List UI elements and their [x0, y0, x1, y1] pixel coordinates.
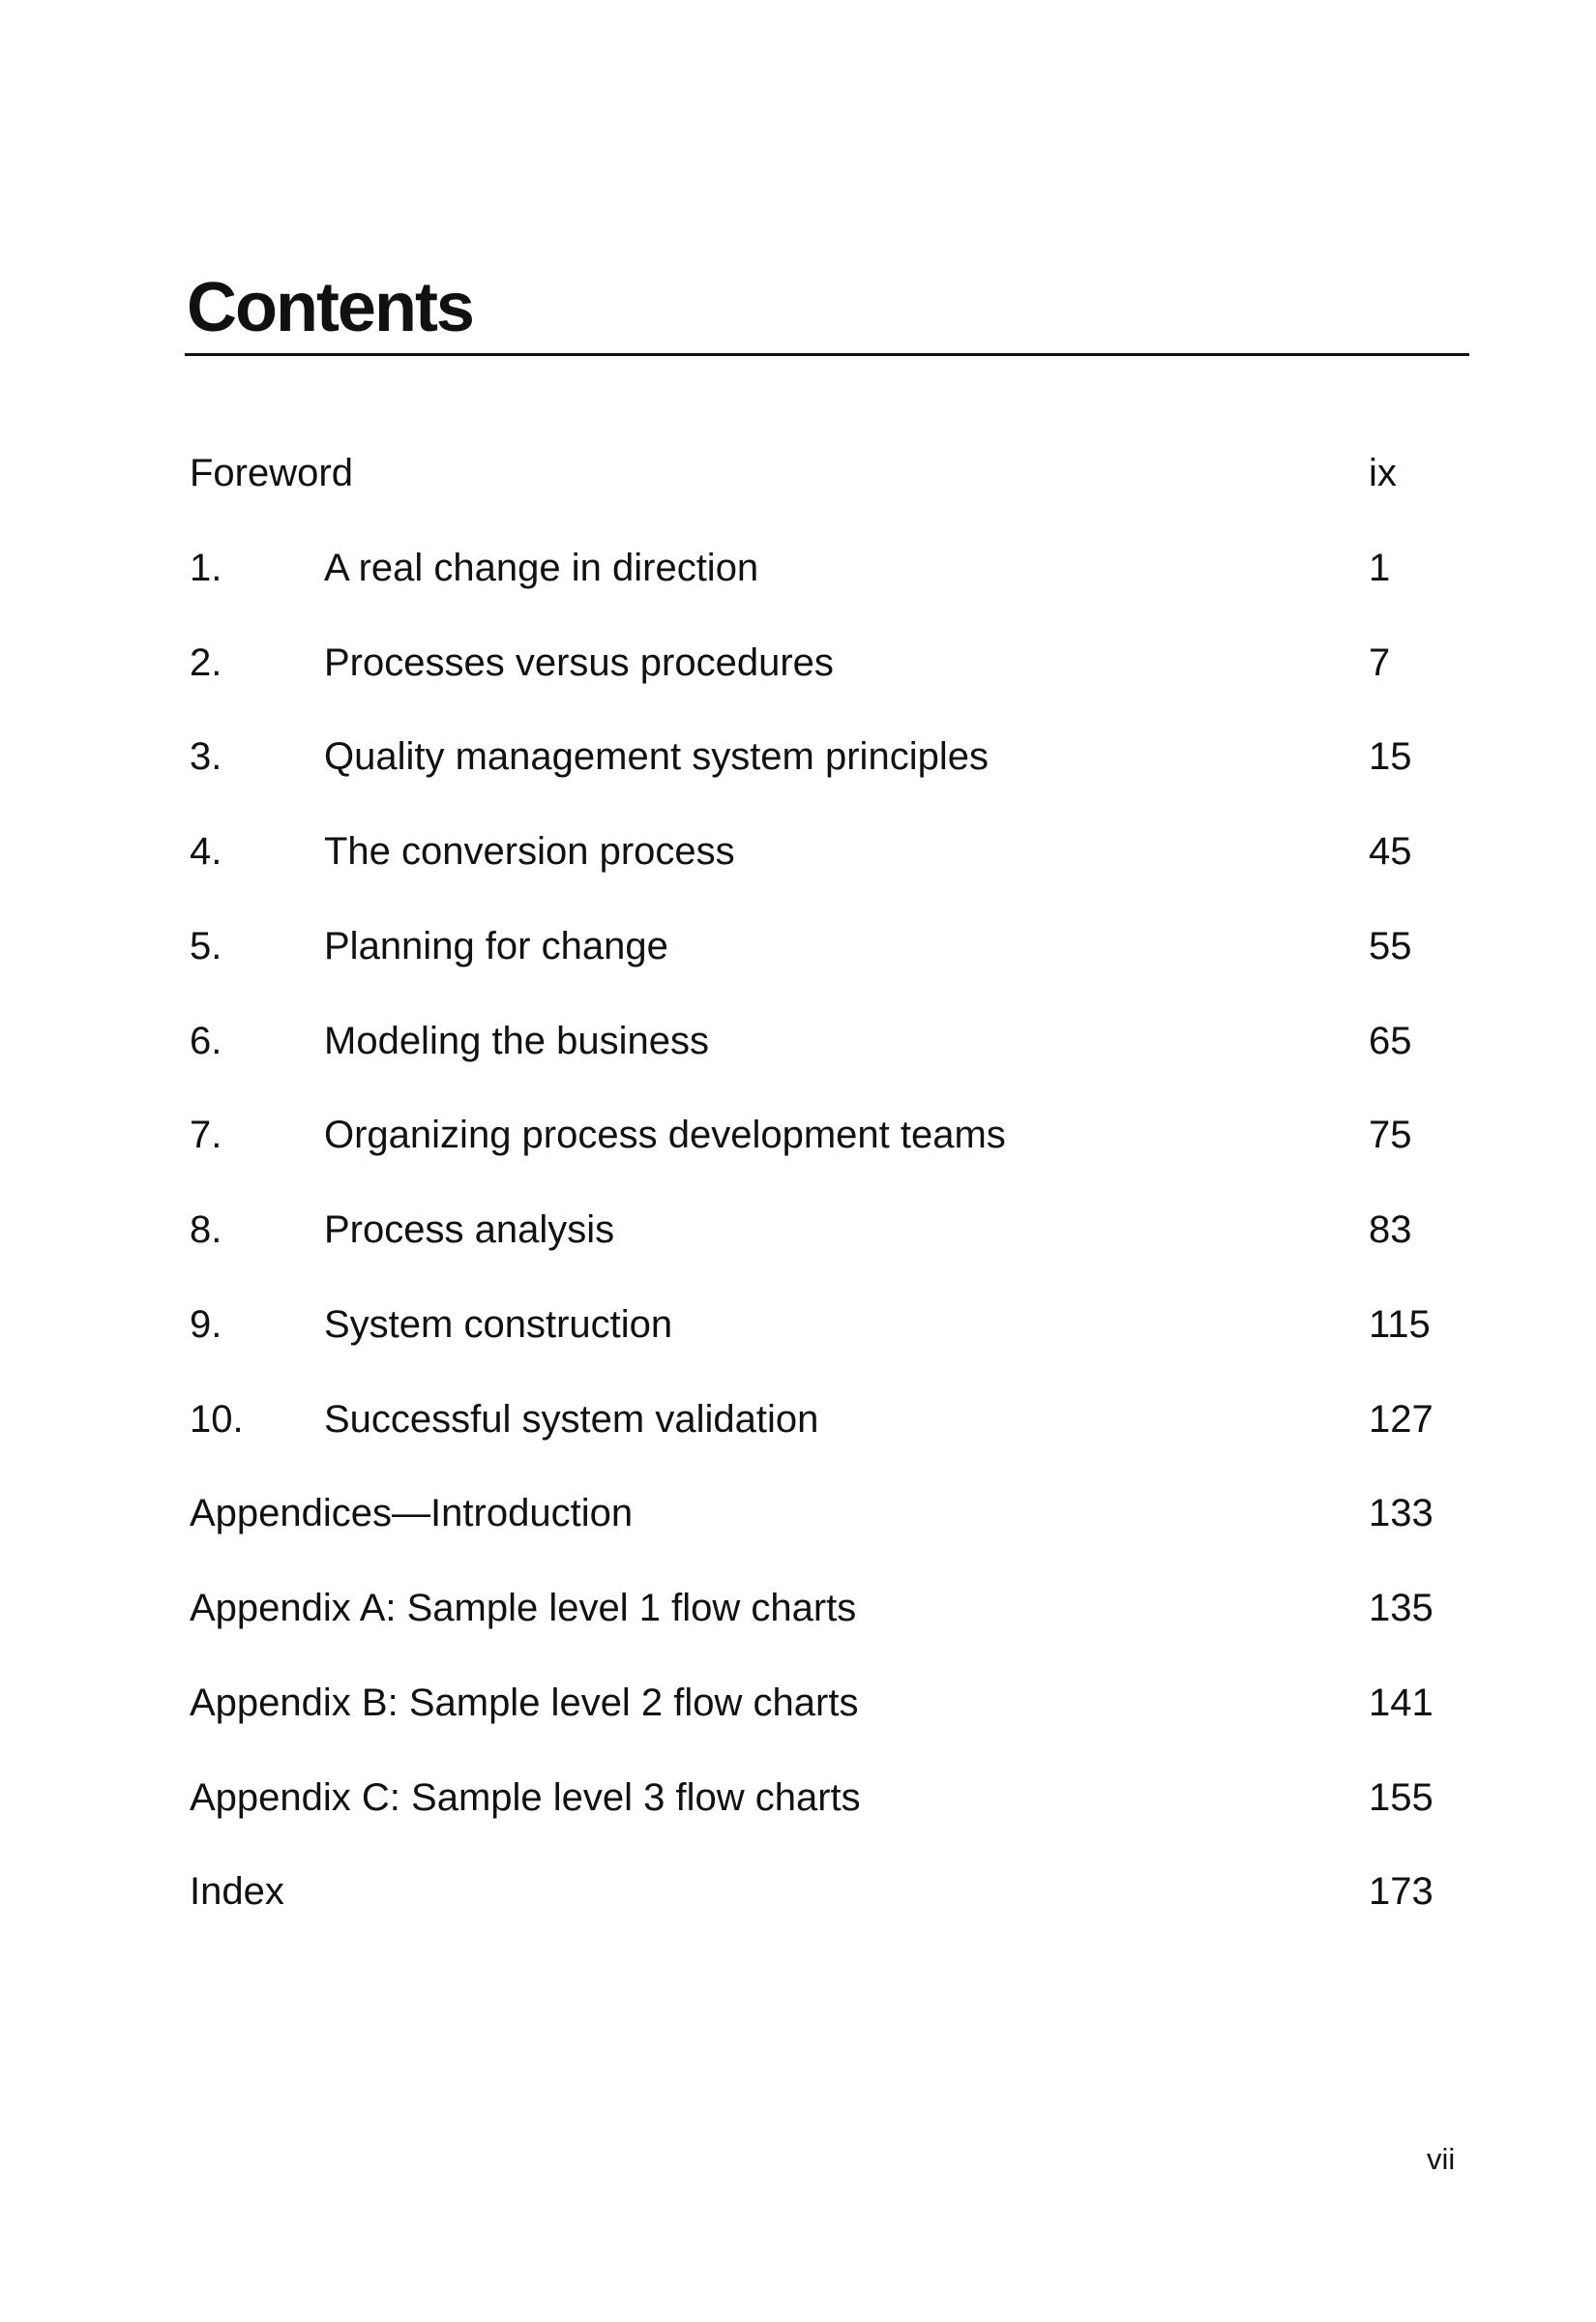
- toc-entry-page: 133: [1369, 1492, 1433, 1534]
- toc-entry-chapter-9[interactable]: [0, 1297, 1596, 1352]
- toc-entry-page: 7: [1369, 641, 1391, 684]
- toc-entry-index[interactable]: [0, 1864, 1596, 1919]
- toc-entry-page: 65: [1369, 1020, 1412, 1062]
- toc-entry-number: 4.: [190, 830, 222, 873]
- toc-entry-number: 2.: [190, 641, 222, 684]
- toc-entry-label: Quality management system principles: [324, 735, 989, 778]
- toc-entry-label: Successful system validation: [324, 1398, 819, 1441]
- toc-entry-page: 1: [1369, 547, 1391, 589]
- toc-entry-label: The conversion process: [324, 830, 735, 873]
- toc-entry-page: 15: [1369, 735, 1412, 778]
- toc-entry-label: Planning for change: [324, 925, 668, 968]
- toc-entry-appendix-c[interactable]: [0, 1771, 1596, 1825]
- toc-entry-number: 6.: [190, 1020, 222, 1062]
- toc-entry-label: Process analysis: [324, 1208, 615, 1251]
- toc-entry-appendices-intro[interactable]: [0, 1486, 1596, 1540]
- toc-entry-page: 45: [1369, 830, 1412, 873]
- page-title: Contents: [187, 269, 473, 346]
- toc-entry-appendix-a[interactable]: [0, 1581, 1596, 1635]
- toc-entry-label: Appendix C: Sample level 3 flow charts: [190, 1776, 861, 1819]
- toc-entry-page: 115: [1369, 1303, 1431, 1346]
- toc-entry-chapter-8[interactable]: [0, 1203, 1596, 1257]
- toc-entry-label: Index: [190, 1870, 284, 1913]
- toc-entry-label: Organizing process development teams: [324, 1114, 1006, 1156]
- toc-entry-label: Appendices—Introduction: [190, 1492, 634, 1534]
- toc-entry-number: 8.: [190, 1208, 222, 1251]
- toc-entry-appendix-b[interactable]: [0, 1676, 1596, 1730]
- toc-entry-chapter-7[interactable]: [0, 1108, 1596, 1162]
- toc-entry-number: 5.: [190, 925, 222, 968]
- toc-entry-chapter-4[interactable]: [0, 824, 1596, 878]
- toc-entry-number: 1.: [190, 547, 222, 589]
- toc-entry-foreword[interactable]: [0, 446, 1596, 500]
- toc-entry-label: Appendix A: Sample level 1 flow charts: [190, 1587, 857, 1629]
- toc-entry-number: 10.: [190, 1398, 244, 1441]
- toc-entry-label: A real change in direction: [324, 547, 759, 589]
- toc-entry-chapter-3[interactable]: [0, 729, 1596, 784]
- toc-entry-label: Foreword: [190, 452, 353, 494]
- toc-entry-page: 75: [1369, 1114, 1412, 1156]
- toc-entry-chapter-2[interactable]: [0, 636, 1596, 690]
- toc-entry-label: Processes versus procedures: [324, 641, 834, 684]
- page-number: vii: [1427, 2142, 1456, 2176]
- toc-entry-chapter-5[interactable]: [0, 919, 1596, 973]
- toc-entry-chapter-1[interactable]: [0, 541, 1596, 595]
- toc-entry-page: ix: [1369, 452, 1397, 494]
- toc-entry-chapter-10[interactable]: [0, 1392, 1596, 1446]
- toc-entry-page: 135: [1369, 1587, 1433, 1629]
- toc-entry-page: 83: [1369, 1208, 1412, 1251]
- toc-entry-page: 55: [1369, 925, 1412, 968]
- toc-entry-number: 3.: [190, 735, 222, 778]
- toc-entry-chapter-6[interactable]: [0, 1014, 1596, 1068]
- toc-entry-label: System construction: [324, 1303, 673, 1346]
- toc-entry-label: Appendix B: Sample level 2 flow charts: [190, 1682, 859, 1724]
- toc-entry-page: 173: [1369, 1870, 1433, 1913]
- toc-entry-page: 127: [1369, 1398, 1433, 1441]
- toc-entry-page: 155: [1369, 1776, 1433, 1819]
- toc-entry-page: 141: [1369, 1682, 1433, 1724]
- toc-entry-number: 9.: [190, 1303, 222, 1346]
- toc-entry-number: 7.: [190, 1114, 222, 1156]
- toc-entry-label: Modeling the business: [324, 1020, 710, 1062]
